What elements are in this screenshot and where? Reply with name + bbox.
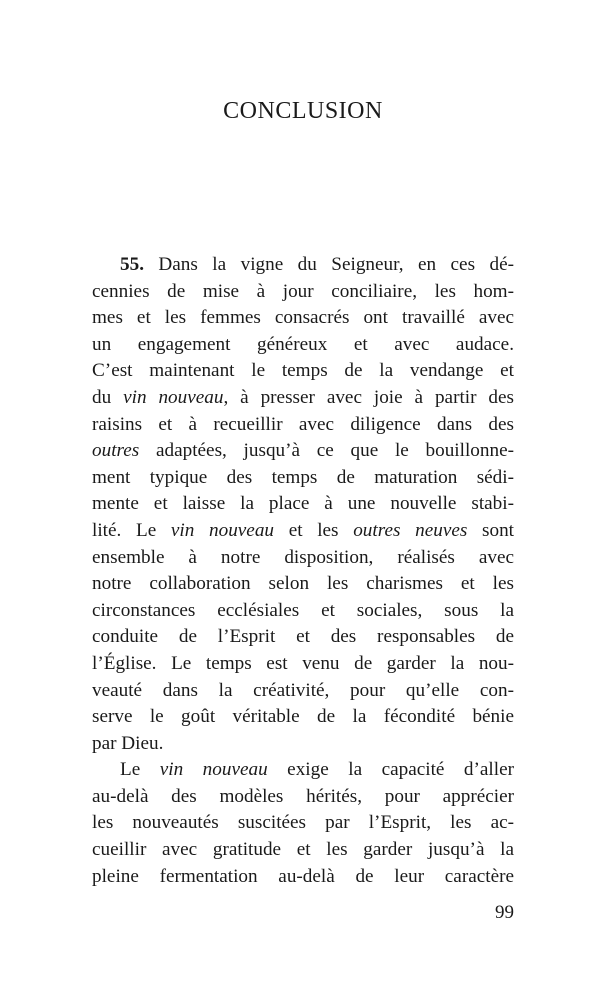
text-segment: C’est maintenant le temps de la vendange et xyxy=(92,360,514,382)
text-segment: circonstances ecclésiales et sociales, sous la xyxy=(92,599,514,621)
text-segment: Dans la vigne du Seigneur, en ces dé- xyxy=(143,254,514,275)
italic-text: vin nouveau xyxy=(170,519,275,541)
text-line xyxy=(92,571,514,598)
text-line xyxy=(92,332,514,359)
text-segment: adaptées, jusqu’à ce que le bouillonne- xyxy=(139,440,514,462)
text-line xyxy=(92,624,514,651)
text-segment: exige la capacité d’aller xyxy=(267,759,514,781)
text-line xyxy=(92,518,514,545)
text-segment: l’Église. Le temps est venu de garder la nou- xyxy=(92,652,514,674)
text-line xyxy=(92,864,514,891)
text-segment: notre collaboration selon les charismes et les xyxy=(92,573,514,595)
text-segment: serve le goût véritable de la fécondité bénie xyxy=(92,706,514,728)
text-line xyxy=(92,385,514,412)
text-line xyxy=(92,678,514,705)
italic-text: vin nouveau xyxy=(159,759,268,781)
italic-text: vin nouveau xyxy=(123,386,224,408)
text-segment: au-delà des modèles hérités, pour apprécier xyxy=(92,785,514,807)
text-segment: ment typique des temps de maturation sédi- xyxy=(92,466,514,488)
text-line xyxy=(92,491,514,518)
text-segment: conduite de l’Esprit et des responsables de xyxy=(92,626,514,648)
text-segment: cueillir avec gratitude et les garder jusqu’à la xyxy=(92,839,514,861)
text-segment: et les xyxy=(274,519,354,541)
text-segment: , à presser avec joie à partir des xyxy=(223,386,514,408)
text-segment: mente et laisse la place à une nouvelle stabi- xyxy=(92,493,514,515)
text-line xyxy=(92,810,514,837)
text-segment: mes et les femmes consacrés ont travaillé avec xyxy=(92,307,514,329)
text-segment: lité. Le xyxy=(92,519,171,541)
body-text xyxy=(92,252,514,890)
text-line xyxy=(92,358,514,385)
text-segment: un engagement généreux et avec audace. xyxy=(92,333,514,355)
text-line xyxy=(92,651,514,678)
text-segment: cennies de mise à jour conciliaire, les hom- xyxy=(92,280,514,302)
text-segment: ensemble à notre disposition, réalisés avec xyxy=(92,546,514,568)
text-line xyxy=(92,279,514,306)
text-line xyxy=(92,465,514,492)
text-segment: sont xyxy=(467,519,515,541)
text-line xyxy=(92,412,514,439)
text-line xyxy=(92,252,514,279)
text-line xyxy=(92,837,514,864)
text-line xyxy=(92,545,514,572)
text-line xyxy=(92,731,514,758)
text-segment: pleine fermentation au-delà de leur caractère xyxy=(92,865,514,887)
text-line xyxy=(92,598,514,625)
text-segment: Le xyxy=(120,759,160,781)
text-line xyxy=(92,305,514,332)
page-number: 99 xyxy=(495,902,514,923)
chapter-title: CONCLUSION xyxy=(223,98,383,124)
text-line xyxy=(92,704,514,731)
paragraph-number: 55. xyxy=(120,254,144,275)
text-line xyxy=(92,757,514,784)
text-segment: raisins et à recueillir avec diligence dans des xyxy=(92,413,514,435)
text-line xyxy=(92,784,514,811)
text-segment: du xyxy=(92,386,124,408)
italic-text: outres neuves xyxy=(353,519,468,541)
italic-text: outres xyxy=(92,440,140,462)
text-line xyxy=(92,438,514,465)
text-segment: les nouveautés suscitées par l’Esprit, les ac- xyxy=(92,812,514,834)
text-segment: par Dieu. xyxy=(92,732,164,754)
text-segment: veauté dans la créativité, pour qu’elle con- xyxy=(92,679,514,701)
